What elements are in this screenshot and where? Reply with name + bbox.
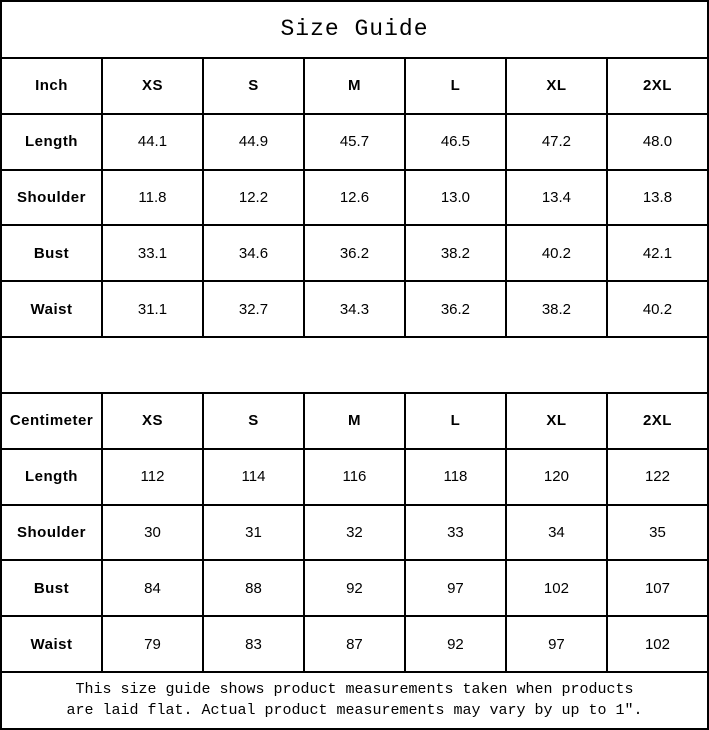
cell-value: 114 — [203, 449, 304, 505]
size-header-2xl: 2XL — [607, 393, 708, 449]
cell-value: 120 — [506, 449, 607, 505]
cell-value: 12.6 — [304, 170, 405, 226]
size-header-s: S — [203, 58, 304, 114]
row-label: Bust — [1, 225, 102, 281]
size-header-xl: XL — [506, 58, 607, 114]
page-title: Size Guide — [1, 1, 708, 58]
cm-length-row — [1, 449, 708, 505]
inch-header-row — [1, 58, 708, 114]
cell-value: 118 — [405, 449, 506, 505]
cell-value: 30 — [102, 505, 203, 561]
cell-value: 87 — [304, 616, 405, 672]
size-header-m: M — [304, 58, 405, 114]
cell-value: 122 — [607, 449, 708, 505]
cell-value: 47.2 — [506, 114, 607, 170]
row-label: Waist — [1, 281, 102, 337]
cell-value: 102 — [607, 616, 708, 672]
cell-value: 97 — [405, 560, 506, 616]
size-header-l: L — [405, 58, 506, 114]
cm-bust-row — [1, 560, 708, 616]
size-header-2xl: 2XL — [607, 58, 708, 114]
cell-value: 92 — [405, 616, 506, 672]
cell-value: 83 — [203, 616, 304, 672]
size-header-l: L — [405, 393, 506, 449]
size-header-xs: XS — [102, 393, 203, 449]
cm-shoulder-row — [1, 505, 708, 561]
footer-row — [1, 672, 708, 729]
cell-value: 44.1 — [102, 114, 203, 170]
cell-value: 97 — [506, 616, 607, 672]
cell-value: 42.1 — [607, 225, 708, 281]
cell-value: 34 — [506, 505, 607, 561]
row-label: Shoulder — [1, 505, 102, 561]
inch-bust-row — [1, 225, 708, 281]
cell-value: 31.1 — [102, 281, 203, 337]
cell-value: 32 — [304, 505, 405, 561]
cell-value: 38.2 — [405, 225, 506, 281]
cell-value: 102 — [506, 560, 607, 616]
cell-value: 36.2 — [304, 225, 405, 281]
footer-note — [1, 672, 708, 729]
title-row — [1, 1, 708, 58]
cell-value: 34.6 — [203, 225, 304, 281]
size-header-s: S — [203, 393, 304, 449]
spacer-cell — [1, 337, 708, 393]
cell-value: 92 — [304, 560, 405, 616]
row-label: Length — [1, 449, 102, 505]
inch-length-row — [1, 114, 708, 170]
cm-waist-row — [1, 616, 708, 672]
cell-value: 79 — [102, 616, 203, 672]
cell-value: 40.2 — [506, 225, 607, 281]
cell-value: 11.8 — [102, 170, 203, 226]
cell-value: 107 — [607, 560, 708, 616]
cell-value: 46.5 — [405, 114, 506, 170]
cell-value: 38.2 — [506, 281, 607, 337]
cell-value: 112 — [102, 449, 203, 505]
cell-value: 12.2 — [203, 170, 304, 226]
cell-value: 13.0 — [405, 170, 506, 226]
row-label: Shoulder — [1, 170, 102, 226]
size-header-xl: XL — [506, 393, 607, 449]
cell-value: 31 — [203, 505, 304, 561]
spacer-row — [1, 337, 708, 393]
inch-unit-label: Inch — [1, 58, 102, 114]
cell-value: 33 — [405, 505, 506, 561]
cm-header-row — [1, 393, 708, 449]
cell-value: 84 — [102, 560, 203, 616]
cell-value: 40.2 — [607, 281, 708, 337]
cell-value: 13.8 — [607, 170, 708, 226]
footer-note-line1: This size guide shows product measurements taken when products — [75, 680, 634, 698]
inch-shoulder-row — [1, 170, 708, 226]
inch-waist-row — [1, 281, 708, 337]
cell-value: 13.4 — [506, 170, 607, 226]
cell-value: 34.3 — [304, 281, 405, 337]
cell-value: 88 — [203, 560, 304, 616]
size-header-m: M — [304, 393, 405, 449]
row-label: Waist — [1, 616, 102, 672]
cell-value: 44.9 — [203, 114, 304, 170]
cell-value: 35 — [607, 505, 708, 561]
size-header-xs: XS — [102, 58, 203, 114]
cm-unit-label: Centimeter — [1, 393, 102, 449]
row-label: Bust — [1, 560, 102, 616]
footer-note-line2: are laid flat. Actual product measurements may vary by up to 1″. — [66, 702, 643, 720]
cell-value: 32.7 — [203, 281, 304, 337]
cell-value: 45.7 — [304, 114, 405, 170]
row-label: Length — [1, 114, 102, 170]
cell-value: 36.2 — [405, 281, 506, 337]
cell-value: 33.1 — [102, 225, 203, 281]
cell-value: 48.0 — [607, 114, 708, 170]
cell-value: 116 — [304, 449, 405, 505]
